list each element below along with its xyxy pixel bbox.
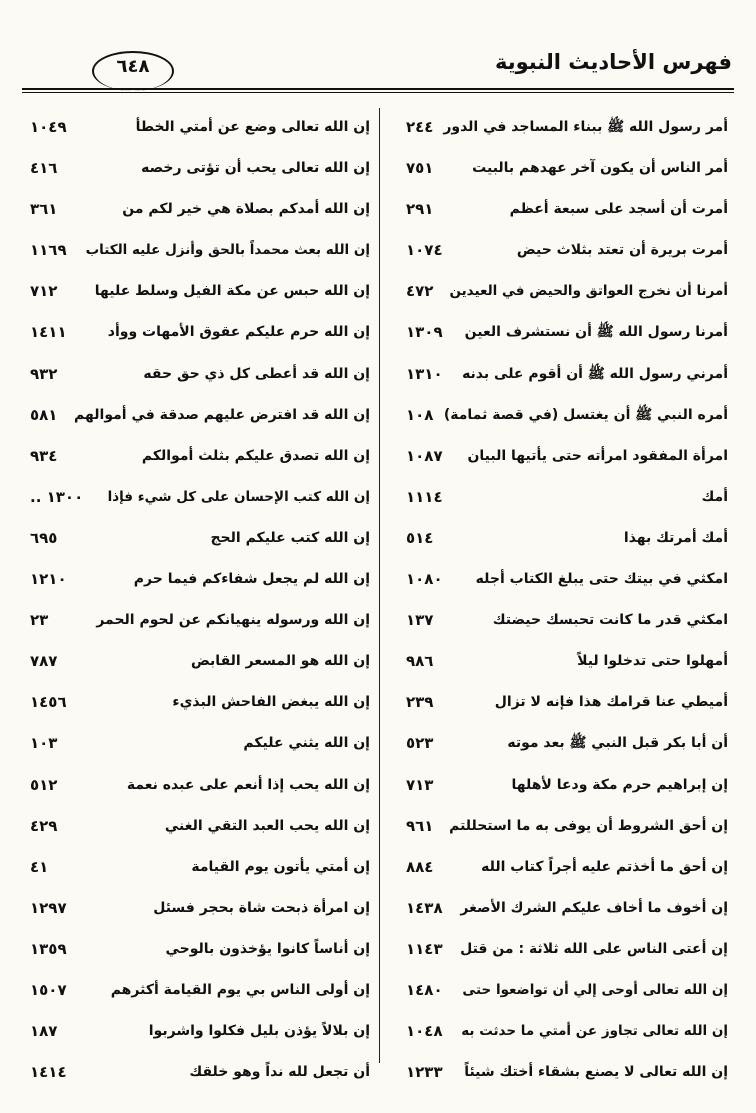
hadith-incipit: إن الله أمدكم بصلاة هي خير لكم من	[122, 201, 370, 218]
hadith-number: ٢٣٩	[406, 693, 434, 712]
hadith-incipit: أمرنا أن نخرج العواتق والحيض في العيدين	[449, 283, 728, 300]
index-entry	[392, 312, 728, 353]
hadith-number: ١٢١٠	[30, 570, 67, 589]
hadith-incipit: إن الله حبس عن مكة الفيل وسلط عليها	[94, 283, 370, 300]
hadith-number: ١٠٨٧	[406, 446, 443, 465]
hadith-incipit: إن الله يحب إذا أنعم على عبده نعمة	[126, 776, 370, 793]
index-entry	[22, 682, 370, 723]
hadith-number: ١١١٤	[406, 487, 443, 506]
header-rule-thin	[22, 92, 734, 93]
hadith-incipit: إن الله تصدق عليكم بثلث أموالكم	[141, 447, 370, 464]
hadith-number: ١٢٩٧	[30, 898, 67, 917]
hadith-incipit: إن الله هو المسعر القابض	[190, 653, 370, 670]
hadith-number: ٩٨٦	[406, 652, 434, 671]
hadith-incipit: إن الله قد افترض عليهم صدقة في أموالهم	[74, 406, 370, 423]
hadith-number: ٧١٣	[406, 775, 434, 794]
index-entry	[392, 723, 728, 764]
hadith-incipit: أن أبا بكر قبل النبي ﷺ بعد موته	[507, 735, 728, 752]
index-entry	[392, 682, 728, 723]
index-entry	[392, 929, 728, 970]
hadith-incipit: إن الله يثني عليكم	[243, 735, 370, 752]
index-entry	[22, 312, 370, 353]
page-number: ٦٤٨	[116, 56, 150, 77]
hadith-incipit: إن الله حرم عليكم عقوق الأمهات ووأد	[107, 324, 370, 341]
index-entry	[392, 436, 728, 477]
hadith-incipit: إن أحق الشروط أن يوفى به ما استحللتم	[449, 817, 728, 834]
hadith-number: ١٠٣	[30, 734, 58, 753]
hadith-incipit: امرأة المفقود امرأته حتى يأتيها البيان	[467, 447, 728, 464]
hadith-incipit: إن إبراهيم حرم مكة ودعا لأهلها	[511, 776, 728, 793]
index-entry	[392, 230, 728, 271]
hadith-number: ٢٩١	[406, 200, 434, 219]
hadith-number: ١٨٧	[30, 1022, 58, 1041]
index-entry	[392, 559, 728, 600]
hadith-number: ٩٦١	[406, 816, 434, 835]
hadith-number: ٥١٤	[406, 528, 434, 547]
hadith-number: ٤١	[30, 857, 49, 876]
index-entry	[392, 271, 728, 312]
hadith-incipit: أمر الناس أن يكون آخر عهدهم بالبيت	[472, 160, 728, 177]
hadith-incipit: إن أعتى الناس على الله ثلاثة : من قتل	[460, 940, 728, 957]
index-entry	[392, 395, 728, 436]
index-entry	[392, 970, 728, 1011]
hadith-number: ٧١٢	[30, 282, 58, 301]
hadith-incipit: إن الله لم يجعل شفاءكم فيما حرم	[133, 571, 370, 588]
index-entry	[392, 765, 728, 806]
hadith-number: ١٥٠٧	[30, 980, 67, 999]
hadith-incipit: أمهلوا حتى تدخلوا ليلاً	[577, 653, 728, 670]
hadith-incipit: إن الله ورسوله ينهيانكم عن لحوم الحمر	[96, 612, 370, 629]
hadith-number: ٢٤٤	[406, 118, 434, 136]
hadith-number: ١٤١٤	[30, 1063, 67, 1082]
index-entry	[22, 107, 370, 148]
hadith-number: ١٣٠٠ ..	[30, 487, 84, 506]
hadith-number: ١٠٧٤	[406, 241, 443, 260]
index-entry	[22, 271, 370, 312]
hadith-incipit: إن الله تعالى يحب أن تؤتى رخصه	[141, 160, 370, 177]
hadith-number: ١٢٣٣	[406, 1063, 443, 1082]
hadith-number: ٤١٦	[30, 159, 58, 178]
index-entry	[22, 1011, 370, 1052]
hadith-incipit: أمرنا رسول الله ﷺ أن نستشرف العين	[464, 324, 728, 341]
index-entry	[22, 888, 370, 929]
hadith-number: ٥٢٣	[406, 734, 434, 753]
hadith-number: ١٠٨٠	[406, 570, 443, 589]
index-entry	[392, 847, 728, 888]
hadith-number: ١٠٤٩	[30, 118, 67, 136]
index-entry	[22, 477, 370, 518]
hadith-incipit: أمرت أن أسجد على سبعة أعظم	[509, 201, 728, 218]
hadith-number: ١١٦٩	[30, 241, 67, 260]
hadith-incipit: امكثي قدر ما كانت تحبسك حيضتك	[492, 612, 728, 629]
hadith-incipit: إن الله تعالى وضع عن أمتي الخطأ	[135, 119, 370, 135]
index-entry	[22, 970, 370, 1011]
hadith-incipit: إن الله قد أعطى كل ذي حق حقه	[143, 365, 370, 382]
hadith-incipit: إن الله كتب عليكم الحج	[210, 529, 370, 546]
hadith-incipit: امكثي في بيتك حتى يبلغ الكتاب أجله	[475, 571, 728, 588]
hadith-number: ٤٧٢	[406, 282, 434, 301]
hadith-incipit: أمك	[701, 488, 728, 505]
index-entry	[392, 888, 728, 929]
hadith-number: ١٣٥٩	[30, 939, 67, 958]
index-entry	[392, 518, 728, 559]
hadith-number: ٢٣	[30, 611, 49, 630]
index-entry	[22, 436, 370, 477]
hadith-number: ٨٨٤	[406, 857, 434, 876]
index-column-left	[22, 107, 370, 1093]
hadith-number: ١٠٨	[406, 405, 434, 424]
hadith-number: ٧٨٧	[30, 652, 58, 671]
index-entry	[22, 518, 370, 559]
hadith-number: ١٣١٠	[406, 364, 443, 383]
hadith-incipit: إن بلالاً يؤذن بليل فكلوا واشربوا	[148, 1023, 370, 1040]
hadith-number: ٦٩٥	[30, 528, 58, 547]
hadith-number: ١٣٠٩	[406, 323, 443, 342]
hadith-incipit: أمرت بريرة أن تعتد بثلاث حيض	[516, 242, 728, 259]
index-entry	[392, 189, 728, 230]
index-entry	[22, 354, 370, 395]
hadith-number: ١٤٥٦	[30, 693, 67, 712]
hadith-incipit: أن تجعل لله نداً وهو خلقك	[189, 1064, 370, 1081]
index-entry	[22, 765, 370, 806]
hadith-incipit: إن أولى الناس بي يوم القيامة أكثرهم	[110, 981, 370, 998]
column-divider	[379, 108, 380, 1063]
hadith-incipit: إن امرأة ذبحت شاة بحجر فسئل	[153, 899, 370, 916]
index-entry	[392, 600, 728, 641]
index-entry	[22, 929, 370, 970]
hadith-incipit: إن أمتي يأتون يوم القيامة	[191, 858, 370, 875]
hadith-incipit: إن الله كتب الإحسان على كل شيء فإذا	[107, 488, 370, 505]
hadith-number: ١٤١١	[30, 323, 67, 342]
hadith-incipit: أمره النبي ﷺ أن يغتسل (في قصة ثمامة)	[443, 406, 728, 423]
hadith-incipit: إن أخوف ما أخاف عليكم الشرك الأصغر	[460, 899, 728, 916]
hadith-incipit: إن أحق ما أخذتم عليه أجراً كتاب الله	[481, 858, 728, 875]
hadith-number: ١١٤٣	[406, 939, 443, 958]
hadith-incipit: إن الله يحب العبد التقي الغني	[164, 817, 370, 834]
hadith-number: ٩٣٤	[30, 446, 58, 465]
hadith-incipit: إن الله تعالى لا يصنع بشقاء أختك شيئاً	[464, 1064, 728, 1081]
index-entry	[22, 806, 370, 847]
hadith-number: ١٤٨٠	[406, 980, 443, 999]
hadith-number: ٣٦١	[30, 200, 58, 219]
index-entry	[392, 148, 728, 189]
running-header-title: فهرس الأحاديث النبوية	[494, 50, 732, 74]
hadith-number: ٤٢٩	[30, 816, 58, 835]
hadith-number: ١٣٧	[406, 611, 434, 630]
hadith-incipit: أمر رسول الله ﷺ ببناء المساجد في الدور	[443, 119, 728, 135]
hadith-incipit: إن أناساً كانوا يؤخذون بالوحي	[165, 940, 370, 957]
index-entry	[22, 1052, 370, 1093]
hadith-number: ٩٣٢	[30, 364, 58, 383]
index-entry	[392, 477, 728, 518]
hadith-incipit: أمرني رسول الله ﷺ أن أقوم على بدنه	[462, 365, 728, 382]
index-entry	[22, 641, 370, 682]
hadith-incipit: إن الله بعث محمداً بالحق وأنزل عليه الكتاب	[85, 242, 370, 259]
index-column-right	[392, 107, 728, 1093]
index-entry	[22, 395, 370, 436]
hadith-number: ١٤٣٨	[406, 898, 443, 917]
index-entry	[22, 148, 370, 189]
index-entry	[22, 230, 370, 271]
index-entry	[392, 107, 728, 148]
index-entry	[22, 600, 370, 641]
hadith-number: ١٠٤٨	[406, 1022, 443, 1041]
index-entry	[392, 1011, 728, 1052]
hadith-number: ٥٨١	[30, 405, 58, 424]
index-entry	[22, 189, 370, 230]
hadith-number: ٧٥١	[406, 159, 434, 178]
index-entry	[392, 641, 728, 682]
hadith-incipit: إن الله يبغض الفاحش البذيء	[172, 694, 370, 711]
index-entry	[392, 806, 728, 847]
index-entry	[22, 723, 370, 764]
hadith-incipit: أميطي عنا قرامك هذا فإنه لا تزال	[494, 694, 728, 711]
index-entry	[392, 354, 728, 395]
index-entry	[22, 847, 370, 888]
hadith-number: ٥١٢	[30, 775, 58, 794]
header-rule	[22, 88, 734, 90]
hadith-incipit: إن الله تعالى تجاوز عن أمتي ما حدثت به	[461, 1023, 728, 1040]
index-entry	[22, 559, 370, 600]
index-entry	[392, 1052, 728, 1093]
hadith-incipit: أمك أمرتك بهذا	[623, 529, 728, 546]
hadith-incipit: إن الله تعالى أوحى إلي أن تواضعوا حتى	[462, 981, 728, 998]
